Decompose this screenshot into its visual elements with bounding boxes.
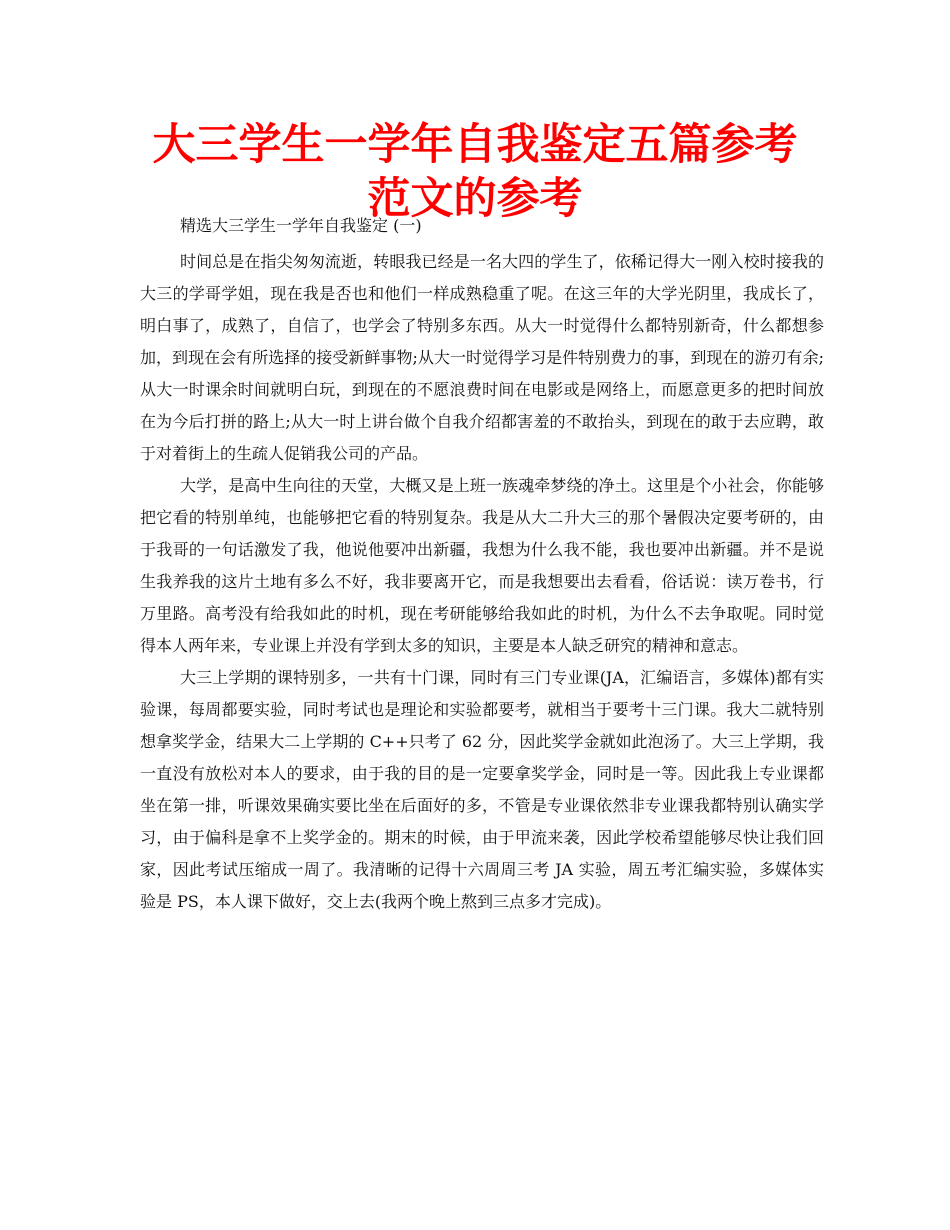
section-subheading: 精选大三学生一学年自我鉴定 (一) (180, 216, 422, 235)
body-paragraph-1: 时间总是在指尖匆匆流逝，转眼我已经是一名大四的学生了，依稀记得大一刚入校时接我的大三的学哥学姐，现在我是否也和他们一样成熟稳重了呢。在这三年的大学光阴里，我成长了，明白事了，成熟了，自信了，也学会了特别多东西。从大一时觉得什么都特别新奇，什么都想参加，到现在会有所选择的接受新鲜事物;从大一时觉得学习是件特别费力的事，到现在的游刃有余;从大一时课余时间就明白玩，到现在的不愿浪费时间在电影或是网络上，而愿意更多的把时间放在为今后打拼的路上;从大一时上讲台做个自我介绍都害羞的不敢抬头，到现在的敢于去应聘，敢于对着街上的生疏人促销我公司的产品。 (140, 252, 824, 463)
body-paragraph-3: 大三上学期的课特别多，一共有十门课，同时有三门专业课(JA，汇编语言，多媒体)都有实验课，每周都要实验，同时考试也是理论和实验都要考，就相当于要考十三门课。我大二就特别想拿奖学金，结果大二上学期的 C++只考了 62 分，因此奖学金就如此泡汤了。大三上学期，我一直没有放松对本人的要求，由于我的目的是一定要拿奖学金，同时是一等。因此我上专业课都坐在第一排，听课效果确实要比坐在后面好的多，不管是专业课依然非专业课我都特别认确实学习，由于偏科是拿不上奖学金的。期末的时候，由于甲流来袭，因此学校希望能够尽快让我们回家，因此考试压缩成一周了。我清晰的记得十六周周三考 JA 实验，周五考汇编实验，多媒体实验是 PS，本人课下做好，交上去(我两个晚上熬到三点多才完成)。 (140, 668, 824, 911)
body-paragraph-2: 大学，是高中生向往的天堂，大概又是上班一族魂牵梦绕的净土。这里是个小社会，你能够把它看的特别单纯，也能够把它看的特别复杂。我是从大二升大三的那个暑假决定要考研的，由于我哥的一句话激发了我，他说他要冲出新疆，我想为什么我不能，我也要冲出新疆。并不是说生我养我的这片土地有多么不好，我非要离开它，而是我想要出去看看，俗话说：读万卷书，行万里路。高考没有给我如此的时机，现在考研能够给我如此的时机，为什么不去争取呢。同时觉得本人两年来，专业课上并没有学到太多的知识，主要是本人缺乏研究的精神和意志。 (140, 476, 824, 655)
document-body (140, 210, 824, 918)
document-title: 大三学生一学年自我鉴定五篇参考范文的参考 (152, 120, 798, 224)
